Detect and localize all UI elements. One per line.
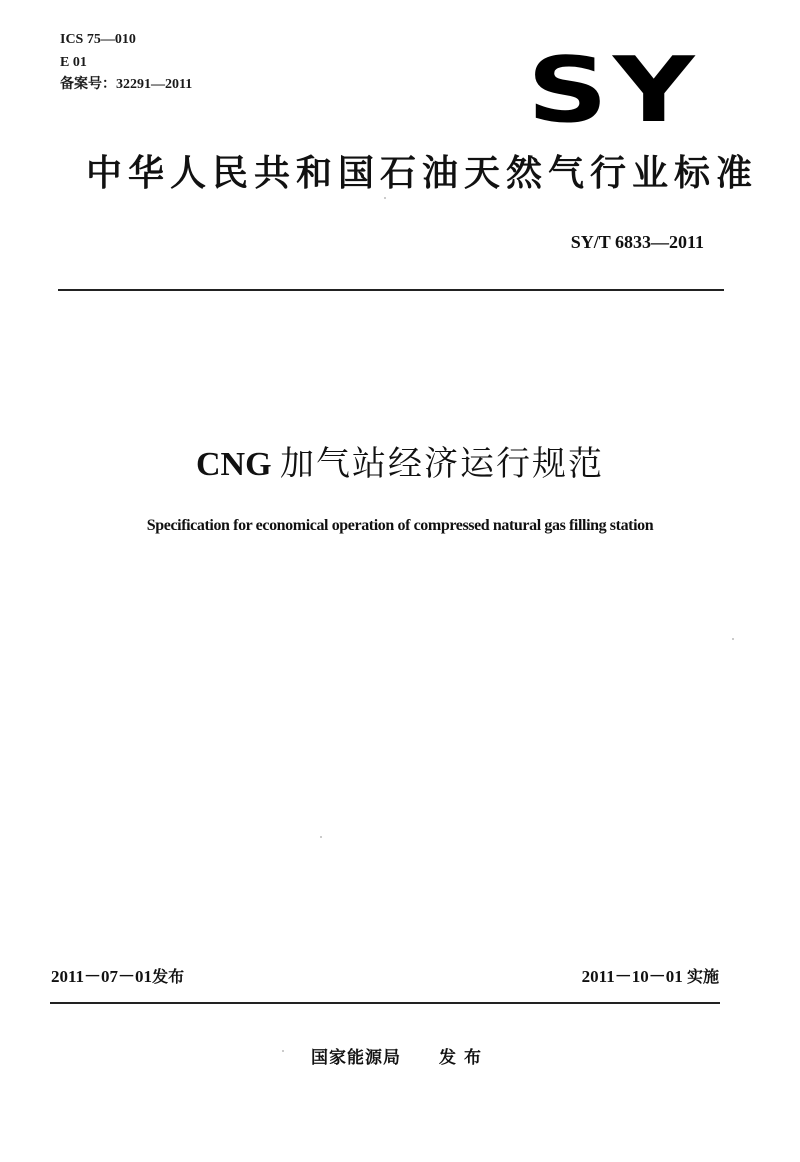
publish-date: [51, 966, 184, 988]
publisher-organization: 国家能源局: [311, 1048, 401, 1068]
record-number: 备案号：32291—2011: [60, 77, 193, 92]
publisher-line: [0, 1046, 800, 1070]
publish-date-value: 2011－07－01: [51, 967, 153, 986]
classification-code: E 01: [60, 55, 87, 70]
document-title: [0, 442, 800, 487]
scan-speck: [320, 836, 322, 838]
scan-speck: [384, 197, 386, 199]
implement-date-value: 2011－10－01: [581, 967, 683, 986]
bottom-divider: [50, 1002, 720, 1004]
document-title-prefix: CNG: [195, 446, 272, 483]
publisher-action: 发布: [439, 1048, 489, 1068]
sy-logo: SY: [527, 38, 700, 143]
publish-date-label: 发布: [152, 967, 185, 986]
standard-category-title: 中华人民共和国石油天然气行业标准: [86, 153, 759, 194]
ics-code: ICS 75—010: [60, 32, 136, 47]
document-title-cn: 加气站经济运行规范: [280, 444, 605, 484]
top-divider: [58, 289, 724, 291]
standard-number: SY/T 6833—2011: [570, 232, 704, 252]
scan-speck: [282, 1050, 284, 1052]
implement-date: [582, 966, 719, 988]
implement-date-label: 实施: [686, 967, 719, 986]
scan-speck: [732, 638, 734, 640]
document-subtitle-en: Specification for economical operation of compressed natural gas filling station: [146, 517, 654, 534]
